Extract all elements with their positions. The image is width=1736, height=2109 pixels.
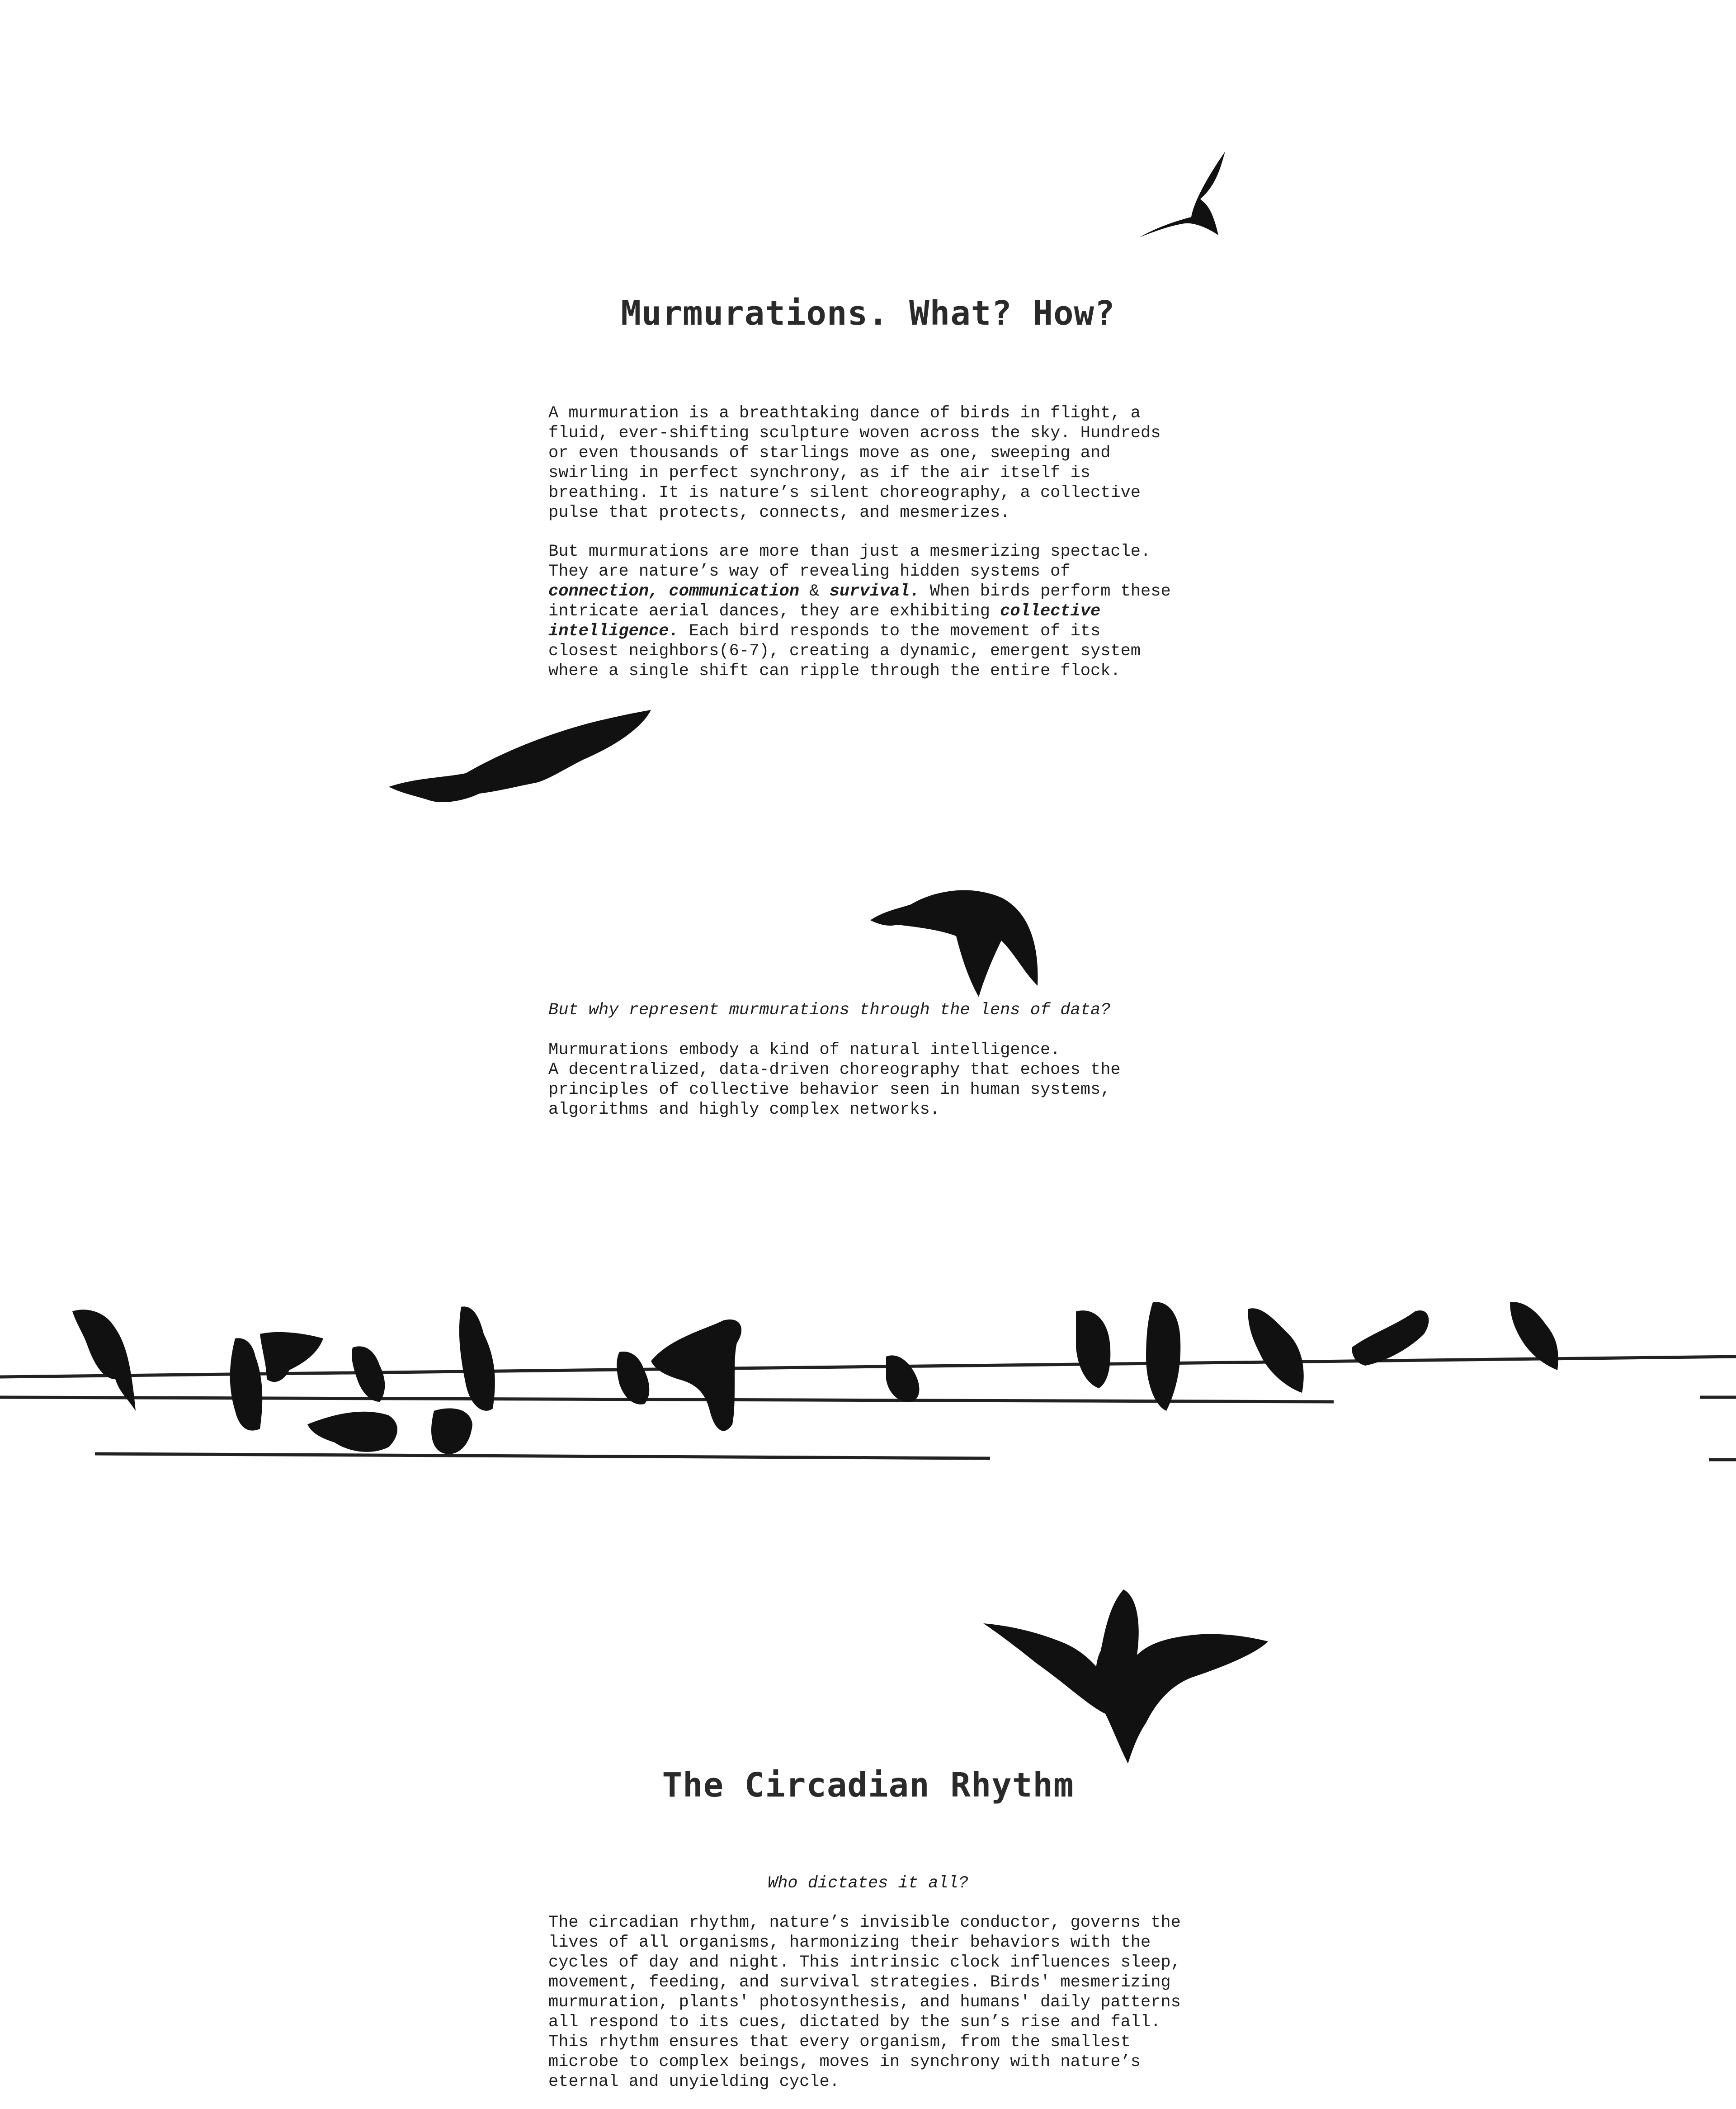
- bird-flying-away-icon: [983, 1587, 1268, 1764]
- paragraph-text: When birds perform these intricate aerial dances, they are exhibiting: [548, 582, 1171, 621]
- circadian-subtitle: Who dictates it all?: [767, 1874, 969, 1893]
- emphasis-survival: survival.: [829, 582, 920, 601]
- lens-question: But why represent murmurations through the lens of data?: [548, 1001, 1111, 1020]
- emphasis-collective-intelligence: collective intelligence.: [548, 602, 1101, 641]
- paragraph-text: But murmurations are more than just a mesmerizing spectacle. They are nature’s way of revealing hidden systems of: [548, 542, 1151, 581]
- pigeon-flock: [72, 1302, 1558, 1454]
- wire: [95, 1454, 990, 1458]
- pigeons-on-wires-illustration: [0, 1293, 1736, 1474]
- intro-paragraph: A murmuration is a breathtaking dance of birds in flight, a fluid, ever-shifting sculpture woven across the sky. Hundreds or even thousands of starlings move as one, sweeping and swirling in perfect synchrony, as if the air itself is breathing. It is nature’s silent choreography, a collective pulse that protects, connects, and mesmerizes.: [548, 404, 1161, 522]
- data-paragraph: Murmurations embody a kind of natural intelligence. A decentralized, data-driven choreography that echoes the principles of collective behavior seen in human systems, algorithms and highly complex networks.: [548, 1040, 1121, 1119]
- diving-bird-icon: [870, 886, 1042, 999]
- circadian-title: The Circadian Rhythm: [662, 1766, 1074, 1805]
- wire: [0, 1397, 1334, 1402]
- paragraph-text: Each bird responds to the movement of its closest neighbors(6-7), creating a dynamic, emergent system where a single shift can ripple through the entire flock.: [548, 622, 1141, 681]
- wire: [0, 1357, 1736, 1377]
- paragraph-text: &: [799, 582, 830, 601]
- flying-gull-icon: [1137, 149, 1227, 240]
- gliding-bird-icon: [389, 710, 651, 805]
- circadian-paragraph: The circadian rhythm, nature’s invisible conductor, governs the lives of all organisms, harmonizing their behaviors with the cycles of day and night. This intrinsic clock influences sleep, movement, feeding, and survival strategies. Birds' mesmerizing murmuration, plants' photosynthesis, and humans' daily patterns all respond to its cues, dictated by the sun’s rise and fall. This rhythm ensures that every organism, from the smallest microbe to complex beings, moves in synchrony with nature’s eternal and unyielding cycle.: [548, 1913, 1181, 2091]
- page-title: Murmurations. What? How?: [621, 294, 1115, 333]
- murmuration-paragraph: [548, 542, 1199, 681]
- emphasis-connection: connection, communication: [548, 582, 800, 601]
